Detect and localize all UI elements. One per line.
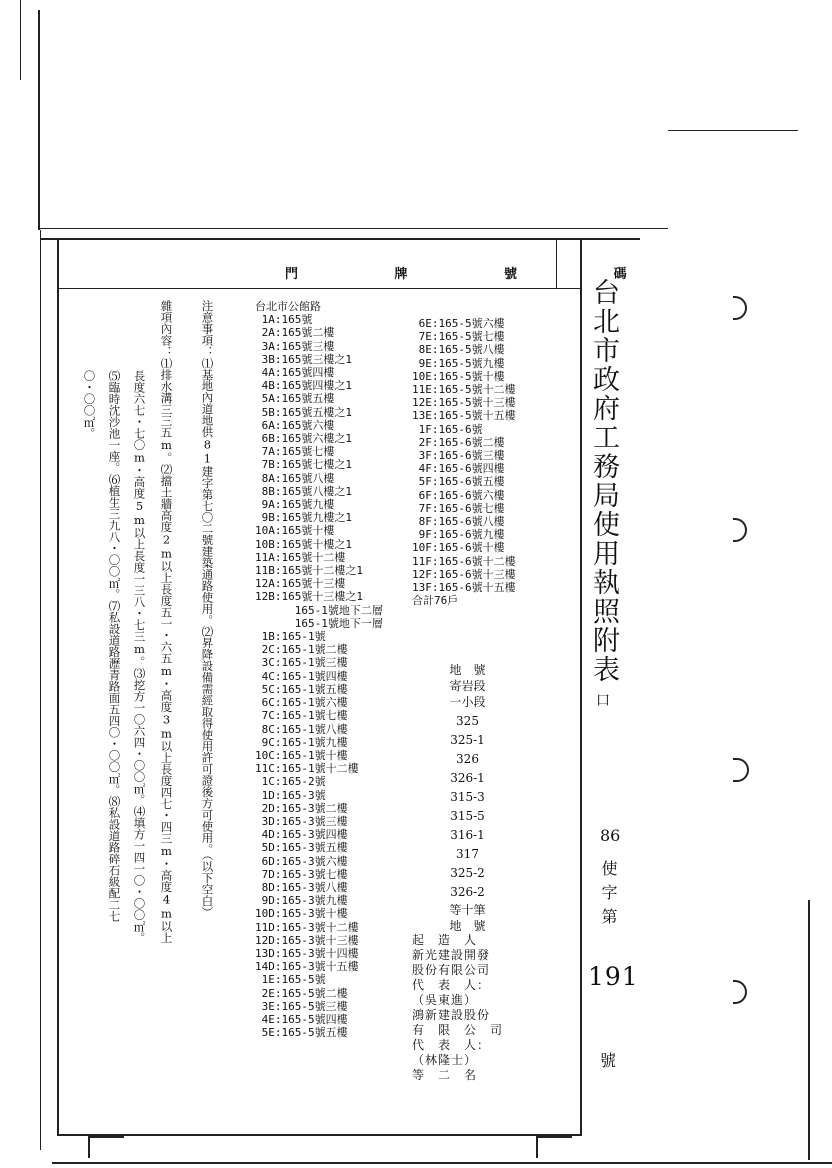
notes-line4: 〇・〇〇㎡。 <box>82 370 97 439</box>
land-number: 315-3 <box>450 790 485 804</box>
binding-mark <box>733 980 747 1004</box>
notes-line2a: 雜項內容：⑴排水溝三三五m。⑵擋土牆高度2m以上長度五一・六五m・高度3m以上長度四七・四三m・高度4m以上 <box>159 300 174 944</box>
land-number: 326-1 <box>450 771 485 785</box>
side-title: 台北市政府工務局使用執照附表 <box>588 278 619 684</box>
permit-prefix: 使字第 <box>599 860 618 932</box>
land-footer: 地 號 <box>449 919 486 933</box>
binding-mark <box>733 518 747 542</box>
land-subsection: 一小段 <box>449 695 486 709</box>
land-number: 317 <box>456 847 479 861</box>
notes-line3: ⑸臨時沈沙池一座。⑹植生三九八・〇〇㎡。⑺私設道路瀝青路面五四〇・〇〇㎡。⑻私設道路碎石級配二七 <box>107 370 122 922</box>
land-title: 地 號 <box>449 663 486 677</box>
notes-line2b: 長度六七・七〇m・高度5m以上長度一三八・七三m。⑶挖方一〇六四・〇〇㎡。⑷填方一四一〇・〇〇㎡。 <box>132 370 147 944</box>
address-list-1: 台北市公館路 1A:165號 2A:165號二樓 3A:165號三樓 3B:165號三樓之1 4A:165號四樓 4B:165號四樓之1 5A:165號五樓 5B:165號五樓之1 6A:165號六樓 6B:165號六樓之1 7A:165號七樓 7B:165號七樓之1 8A:165號八樓 8B:165號八樓之1 9A:165號九樓 9B:165號九樓之1 10A:165號十樓 10B:165號十樓之1 11A:165號十二樓 11B:165號十二樓之1 12A:165號十三樓 12B:165號十三樓之1 165-1號地下二層 165-1號地下一層 1B:165-1號 2C:165-1號二樓 3C:165-1號三樓 4C:165-1號四樓 5C:165-1號五樓 6C:165-1號六樓 7C:165-1號七樓 8C:165-1號八樓 9C:165-1號九樓 10C:165-1號十樓 11C:165-1號十二樓 1C:165-2號 1D:165-3號 2D:165-3號二樓 3D:165-3號三樓 4D:165-3號四樓 5D:165-3號五樓 6D:165-3號六樓 7D:165-3號七樓 8D:165-3號八樓 9D:165-3號九樓 10D:165-3號十樓 11D:165-3號十二樓 12D:165-3號十三樓 13D:165-3號十四樓 14D:165-3號十五樓 1E:165-5號 2E:165-5號二樓 3E:165-5號三樓 4E:165-5號四樓 5E:165-5號五樓 <box>255 300 383 1040</box>
table-header: 門 牌 號 碼 <box>285 267 673 282</box>
binding-mark <box>733 296 747 320</box>
land-number: 315-5 <box>450 809 485 823</box>
notes-line1: 注意事項：⑴基地內道地供81建字第七〇二號建築通路使用。⑵昇降設備需經取得使用許可證後方可使用。（以下空白） <box>200 300 215 918</box>
land-number: 326-2 <box>450 885 485 899</box>
address-list-2: 6E:165-5號六樓 7E:165-5號七樓 8E:165-5號八樓 9E:165-5號九樓 10E:165-5號十樓 11E:165-5號十二樓 12E:165-5號十三樓 13E:165-5號十五樓 1F:165-6號 2F:165-6號二樓 3F:165-6號三樓 4F:165-6號四樓 5F:165-6號五樓 6F:165-6號六樓 7F:165-6號七樓 8F:165-6號八樓 9F:165-6號九樓 10F:165-6號十樓 11F:165-6號十二樓 12F:165-6號十三樓 13F:165-6號十五樓 合計76戶 <box>412 317 516 608</box>
corner-mark <box>88 1136 124 1158</box>
land-number: 325 <box>456 714 479 728</box>
title-mark: 口 <box>596 693 610 709</box>
land-number: 326 <box>456 752 479 766</box>
land-footer: 等十筆 <box>449 903 486 917</box>
land-number: 325-1 <box>450 733 485 747</box>
corner-mark <box>536 1136 572 1158</box>
binding-mark <box>733 758 749 782</box>
land-section <box>420 662 515 934</box>
land-number: 325-2 <box>450 866 485 880</box>
permit-suffix: 號 <box>600 1051 617 1070</box>
land-number: 316-1 <box>450 828 485 842</box>
applicant-block: 起 造 人 新光建設開發 股份有限公司 代 表 人： （吳東進） 鴻新建設股份 有 限 公 司 代 表 人： （林隆士） 等 二 名 <box>412 933 504 1082</box>
permit-number: 191 <box>588 962 639 991</box>
permit-year: 86 <box>600 826 621 845</box>
land-section-name: 寄岩段 <box>449 679 486 693</box>
